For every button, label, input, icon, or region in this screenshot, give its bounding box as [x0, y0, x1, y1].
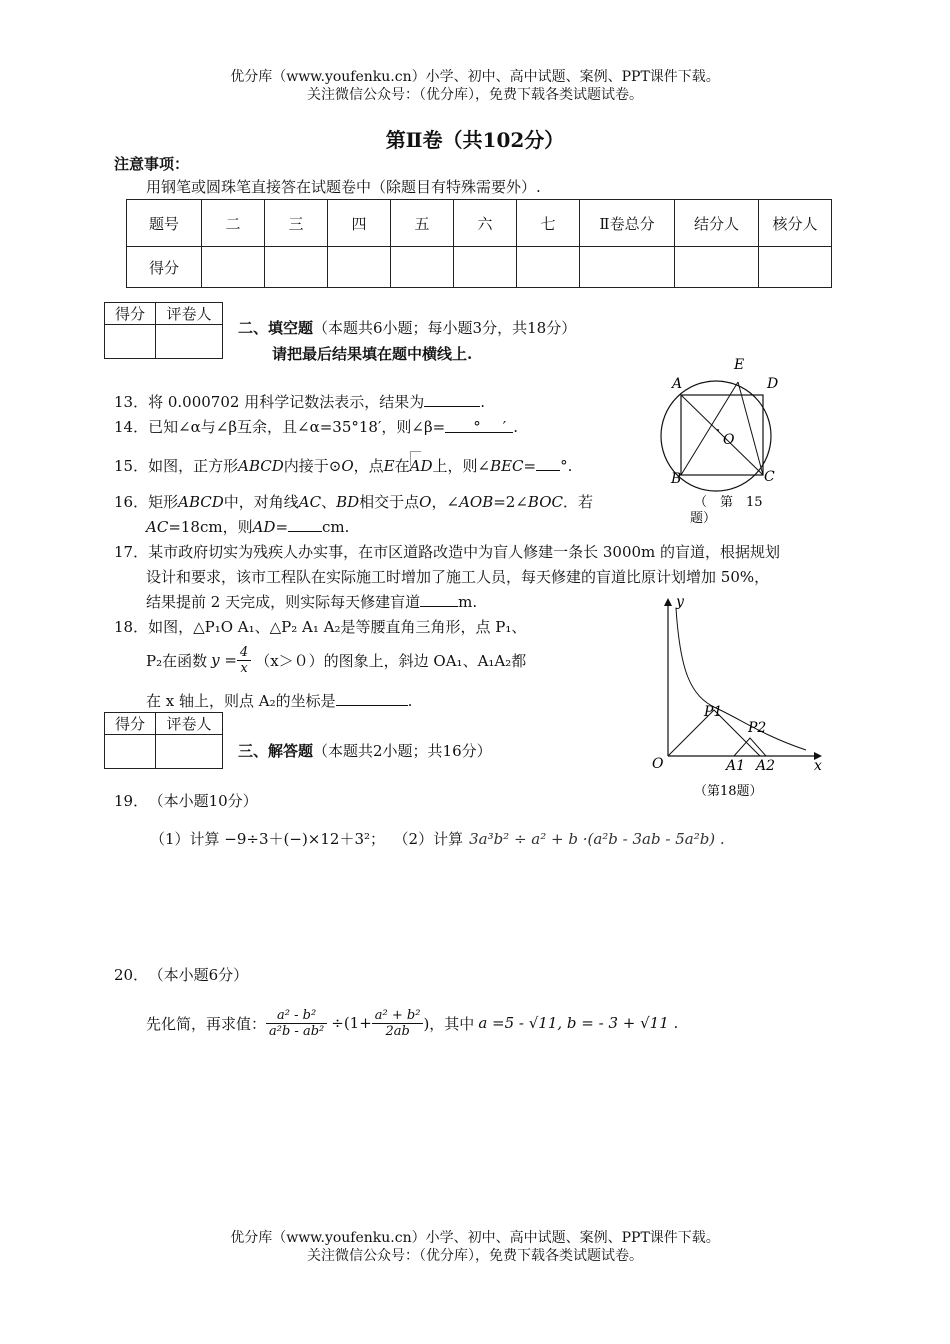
fig15-caption-2: 题） [690, 511, 717, 526]
q15-text: ，点 [353, 457, 384, 475]
section3-detail: （本题共2小题；共16分） [313, 742, 492, 760]
q15-var: ABCD [238, 457, 284, 475]
question-13 [114, 391, 485, 412]
q16-answer-blank[interactable] [288, 517, 322, 532]
q14-number: 14． [114, 418, 149, 436]
q18-text: 在 x 轴上，则点 A₂的坐标是 [146, 692, 336, 710]
q15-end: °. [560, 457, 573, 475]
q19-expression: 3a³b² ÷ a² + b ·(a²b - 3ab - 5a²b) . [469, 830, 725, 848]
question-14 [114, 416, 518, 437]
q16-text: 相交于点 [359, 493, 420, 511]
fig18-caption: （第18题） [694, 784, 763, 799]
score-header-cell: Ⅱ卷总分 [580, 200, 675, 247]
q14-answer-blank[interactable] [445, 418, 513, 436]
notice-heading: 注意事项： [114, 155, 190, 173]
arc-symbol [410, 451, 421, 466]
question-18-line3 [146, 690, 412, 711]
score-header-cell: 题号 [127, 200, 202, 247]
grader-name-cell[interactable] [156, 735, 223, 769]
question-15 [114, 453, 572, 476]
q20-frac2-num: a² + b² [372, 1008, 424, 1024]
q17-answer-blank[interactable] [420, 592, 458, 607]
q14-degree: ° [473, 418, 481, 436]
score-input-cell[interactable] [580, 247, 675, 288]
q20-condition: a =5 - √11, b = - 3 + √11 . [478, 1014, 679, 1032]
q13-number: 13． [114, 393, 149, 411]
question-18-line1 [114, 616, 526, 637]
q20-frac1-num: a² - b² [266, 1008, 327, 1024]
score-table [126, 199, 832, 288]
q16-var: O [419, 493, 432, 511]
grader-name-cell[interactable] [156, 325, 223, 359]
score-table-score-row [127, 247, 832, 288]
q20-number: 20． [114, 966, 149, 984]
q20-points: （本小题6分） [156, 966, 249, 984]
q20-fraction-1 [266, 1008, 327, 1039]
score-header-cell: 六 [454, 200, 517, 247]
fig15-line-ec [738, 382, 763, 475]
question-17-line2: 设计和要求，该市工程队在实际施工时增加了施工人员，每天修建的盲道比原计划增加 50%， [146, 568, 770, 586]
question-19-parts [150, 828, 725, 849]
q16-number: 16． [114, 493, 149, 511]
q15-var: E [383, 457, 395, 475]
q16-var: ABCD [178, 493, 224, 511]
q19-part1: （1）计算 −9÷3＋(−)×12＋3²； [150, 830, 386, 848]
q18-end: . [407, 692, 413, 710]
q16-var: AD [252, 518, 276, 536]
grader-score-label: 得分 [105, 713, 156, 735]
fig18-label-A2: A2 [756, 758, 776, 774]
q15-text: 在 [394, 457, 410, 475]
q18-eq-y: y = [211, 651, 237, 669]
q16-text: 中，对角线 [223, 493, 299, 511]
q20-operator: ÷(1+ [331, 1014, 372, 1032]
score-table-header-row [127, 200, 832, 247]
score-input-cell[interactable] [675, 247, 759, 288]
question-16-line1 [114, 491, 593, 512]
grader-name-label: 评卷人 [156, 303, 223, 325]
grader-score-cell[interactable] [105, 735, 156, 769]
figure-15 [656, 350, 790, 530]
q16-var: AC [146, 518, 169, 536]
score-input-cell[interactable] [759, 247, 832, 288]
q16-text: = [275, 518, 289, 536]
question-18-line2 [146, 640, 526, 680]
q15-text: 如图，正方形 [148, 457, 239, 475]
score-input-cell[interactable] [454, 247, 517, 288]
q20-frac1-den: a²b - ab² [269, 1023, 325, 1039]
q17-text: 某市政府切实为残疾人办实事，在市区道路改造中为盲人修建一条长 3000m 的盲道，根据规划 [148, 543, 781, 561]
q16-text: =18cm，则 [168, 518, 253, 536]
q15-arc [410, 453, 433, 475]
header-line-1: 优分库（www.youfenku.cn）小学、初中、高中试题、案例、PPT课件下载。 [230, 69, 720, 85]
score-header-cell: 七 [517, 200, 580, 247]
q16-text: 、 [321, 493, 337, 511]
question-20-expression [146, 998, 678, 1048]
section3-heading [238, 740, 492, 761]
q15-text: 内接于⊙ [283, 457, 342, 475]
q17-text: 结果提前 2 天完成，则实际每天修建盲道 [146, 593, 421, 611]
score-input-cell[interactable] [391, 247, 454, 288]
score-input-cell[interactable] [517, 247, 580, 288]
fig18-label-x: x [814, 758, 822, 774]
q16-var: AC [298, 493, 322, 511]
q15-text: 上，则∠ [432, 457, 491, 475]
grader-name-label: 评卷人 [156, 713, 223, 735]
fig18-y-arrow [664, 598, 672, 606]
q15-var: O [341, 457, 354, 475]
header-line-2: 关注微信公众号：（优分库），免费下载各类试题试卷。 [307, 87, 643, 103]
q16-text: 矩形 [148, 493, 179, 511]
fig15-diagonal-ac [681, 395, 763, 475]
q15-arc-label: AD [409, 457, 433, 475]
q18-answer-blank[interactable] [336, 691, 408, 706]
grader-box-section3 [104, 712, 223, 769]
q16-text: =2∠ [493, 493, 528, 511]
score-header-cell: 四 [328, 200, 391, 247]
page-title: 第Ⅱ卷（共102分） [385, 128, 565, 152]
q18-text: （x＞０）的图象上，斜边 OA₁、A₁A₂都 [255, 651, 527, 670]
footer-line-2: 关注微信公众号：（优分库），免费下载各类试题试卷。 [307, 1248, 643, 1264]
q16-text: ．若 [562, 493, 593, 511]
q18-frac-den: x [240, 660, 248, 676]
q16-text: ，∠ [431, 493, 460, 511]
question-16-line2 [146, 516, 349, 537]
fig15-label-E: E [734, 357, 745, 373]
question-19-heading [114, 790, 258, 811]
q16-var: AOB [459, 493, 494, 511]
fig15-label-C: C [764, 469, 775, 485]
score-header-cell: 三 [265, 200, 328, 247]
q18-frac-num: 4 [237, 645, 251, 661]
q19-part2: （2）计算 [401, 830, 464, 848]
q14-text: 已知∠α与∠β互余，且∠α=35°18′，则∠β= [148, 418, 446, 436]
q16-text: cm. [322, 518, 350, 536]
fig15-label-A: A [672, 376, 683, 392]
question-20-heading [114, 964, 248, 985]
q14-minute: ′ [502, 418, 507, 436]
fig18-triangle-2 [734, 738, 766, 756]
q14-end: . [513, 418, 518, 436]
fig15-caption-1: （ 第 15 [694, 495, 763, 510]
q18-number: 18． [114, 618, 149, 636]
fig15-center-dot [717, 429, 719, 431]
fig15-line-eb [681, 382, 738, 475]
notice-text: 用钢笔或圆珠笔直接答在试题卷中（除题目有特殊需要外）. [146, 178, 541, 196]
question-17-line3 [146, 591, 477, 612]
score-row-label: 得分 [127, 247, 202, 288]
q13-answer-blank[interactable] [424, 392, 480, 407]
q18-text: 如图，△P₁O A₁、△P₂ A₁ A₂是等腰直角三角形，点 P₁、 [148, 618, 527, 636]
q20-intro: 先化简，再求值： [146, 1014, 267, 1033]
fig18-label-P2: P2 [748, 720, 767, 736]
q19-points: （本小题10分） [156, 792, 258, 810]
q15-var: BEC [490, 457, 524, 475]
q13-end: . [480, 393, 485, 411]
q18-text: P₂在函数 [146, 651, 208, 670]
score-header-cell: 五 [391, 200, 454, 247]
fig18-label-A1: A1 [726, 758, 746, 774]
q18-fraction [237, 645, 251, 676]
section2-heading [238, 317, 576, 338]
q16-var: BD [336, 493, 360, 511]
q17-end: m. [458, 593, 478, 611]
q20-close: )，其中 [423, 1014, 475, 1033]
q20-frac2-den: 2ab [385, 1023, 410, 1039]
section3-title: 三、解答题 [238, 742, 314, 760]
grader-box-section2 [104, 302, 223, 359]
score-header-cell: 核分人 [759, 200, 832, 247]
question-17-line1 [114, 541, 780, 562]
q17-number: 17． [114, 543, 149, 561]
section2-title: 二、填空题 [238, 319, 314, 337]
q19-number: 19． [114, 792, 149, 810]
grader-score-cell[interactable] [105, 325, 156, 359]
section2-detail: （本题共6小题；每小题3分，共18分） [313, 319, 577, 337]
score-header-cell: 结分人 [675, 200, 759, 247]
fig15-label-D: D [767, 376, 779, 392]
q20-fraction-2 [372, 1008, 424, 1039]
score-input-cell[interactable] [328, 247, 391, 288]
q15-answer-blank[interactable] [536, 456, 560, 471]
fig15-label-O: O [723, 432, 735, 448]
fig18-label-y: y [676, 594, 684, 610]
section2-instruction: 请把最后结果填在题中横线上. [272, 345, 473, 363]
fig18-label-O: O [652, 756, 664, 772]
footer-line-1: 优分库（www.youfenku.cn）小学、初中、高中试题、案例、PPT课件下载。 [230, 1230, 720, 1246]
figure-18 [646, 590, 836, 806]
q15-number: 15． [114, 457, 149, 475]
score-input-cell[interactable] [265, 247, 328, 288]
grader-score-label: 得分 [105, 303, 156, 325]
score-header-cell: 二 [202, 200, 265, 247]
q15-text: = [523, 457, 537, 475]
q16-var: BOC [527, 493, 563, 511]
fig15-label-B: B [671, 471, 682, 487]
q13-text: 将 0.000702 用科学记数法表示，结果为 [148, 393, 425, 411]
fig18-label-P1: P1 [704, 704, 723, 720]
score-input-cell[interactable] [202, 247, 265, 288]
